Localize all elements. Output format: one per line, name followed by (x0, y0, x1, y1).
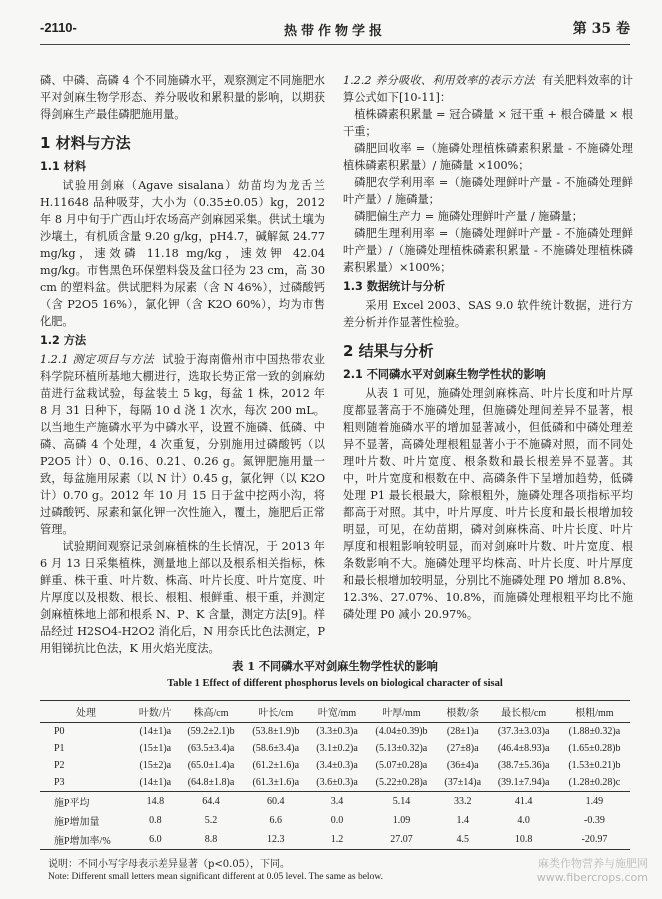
table-cell: (1.28±0.28)c (568, 777, 621, 788)
volume-label: 第 35 卷 (572, 21, 630, 37)
formula-partial-productivity: 磷肥偏生产力 = 施磷处理鲜叶产量 / 施磷量； (354, 210, 583, 223)
watermark-line-1: 麻类作物营养与施肥网 (538, 857, 648, 870)
formula-accumulation: 植株磷素积累量 = 冠合磷量 × 冠干重 + 根合磷量 × 根干重； (343, 108, 633, 138)
table-cell: 12.3 (243, 830, 308, 850)
table-summary-row (40, 830, 630, 850)
page-header (40, 18, 630, 40)
table-cell: (63.5±3.4)a (187, 743, 235, 754)
table-cell: 27.07 (366, 830, 437, 850)
subsection-heading-1-2-1: 1.2.1 测定项目与方法 (40, 353, 155, 366)
table-header-cell: 叶数/片 (132, 701, 179, 723)
table-summary-row (40, 811, 630, 830)
table-cell: 0.0 (330, 815, 344, 826)
table-cell: (1.88±0.32)a (568, 726, 621, 737)
table-cell: P3 (54, 777, 65, 788)
table-note-en: Note: Different small letters mean significant different at 0.05 level. The same as below. (48, 872, 383, 882)
table-cell: (59.2±2.1)b (187, 726, 235, 737)
subsection-heading-2-1: 2.1 不同磷水平对剑麻生物学性状的影响 (343, 368, 546, 381)
table-cell: 5.14 (366, 792, 437, 812)
table-cell: 8.8 (179, 830, 244, 850)
table-cell: 33.2 (437, 792, 488, 812)
table-cell: (58.6±3.4)a (252, 743, 300, 754)
table-cell: (64.8±1.8)a (187, 777, 235, 788)
table-cell: 施P平均 (40, 792, 132, 812)
table-cell: 1.2 (308, 830, 366, 850)
table-cell: (4.04±0.39)b (375, 726, 428, 737)
table-cell: 3.4 (308, 792, 366, 812)
table-cell: P2 (54, 760, 65, 771)
table-cell: 6.6 (269, 815, 283, 826)
left-column (40, 72, 325, 657)
table-cell: (37±14)a (444, 777, 482, 788)
intro-paragraph: 磷、中磷、高磷 4 个不同施磷水平，观察测定不同施肥水平对剑麻生物学形态、养分吸收和累积量的影响，以期获得剑麻生产最佳磷肥施用量。 (40, 74, 325, 121)
table-cell: 1.4 (456, 815, 469, 826)
table-cell: 4.5 (437, 830, 488, 850)
table-cell: 10.8 (488, 830, 558, 850)
table-row (40, 774, 630, 792)
table-row (40, 740, 630, 757)
table-row (40, 757, 630, 774)
table-cell: 施P增加率/% (40, 830, 132, 850)
table-cell: (46.4±8.93)a (497, 743, 550, 754)
table-header-cell: 叶厚/mm (366, 701, 437, 723)
watermark-line-2: www.fibercrops.com (536, 871, 648, 884)
table-cell: (15±2)a (139, 760, 172, 771)
table-row (40, 723, 630, 741)
table-header-cell: 根数/条 (437, 701, 488, 723)
table-cell: (3.3±0.3)a (316, 726, 358, 737)
section-heading-1: 1 材料与方法 (40, 134, 131, 152)
table-cell: 1.49 (559, 792, 630, 812)
section-heading-2: 2 结果与分析 (343, 342, 434, 360)
table-cell: 60.4 (243, 792, 308, 812)
table-header-cell: 株高/cm (179, 701, 244, 723)
table-cell: (39.1±7.94)a (497, 777, 550, 788)
table-header-cell: 叶宽/mm (308, 701, 366, 723)
table-cell: 64.4 (179, 792, 244, 812)
statistics-paragraph: 采用 Excel 2003、SAS 9.0 软件统计数据，进行方差分析并作显著性检验。 (343, 299, 633, 329)
table-caption-en: Table 1 Effect of different phosphorus levels on biological character of sisal (167, 678, 503, 689)
table-cell: (36±4)a (446, 760, 479, 771)
subsection-heading-1-2-2: 1.2.2 养分吸收、利用效率的表示方法 (343, 74, 535, 87)
materials-paragraph: 试验用剑麻（Agave sisalana）幼苗均为龙舌兰 H.11648 品种吸芽，大小为（0.35±0.05）kg，2012 年 8 月中旬于广西山圩农场高产剑麻园采集。供试土壤为沙壤土，有机质含量 9.20 g/kg，pH4.7，碱解氮 24.77 mg/kg，速效磷 11.18 mg/kg，速效钾 42.04 mg/kg。市售黑色环保塑料袋及盆口径为 23 cm，高 30 cm 的塑料盆。供试肥料为尿素（含 N 46%），过磷酸钙（含 P2O5 16%），氯化钾（含 K2O 60%），均为市售化肥。 (40, 179, 325, 328)
table-cell: (1.53±0.21)b (568, 760, 621, 771)
table-header-cell: 处理 (40, 701, 132, 723)
journal-title: 热带作物学报 (283, 24, 386, 39)
formula-agronomic: 磷肥农学利用率 =（施磷处理鲜叶产量 - 不施磷处理鲜叶产量）/ 施磷量； (343, 176, 633, 206)
table-cell: 41.4 (488, 792, 558, 812)
table-cell: (65.0±1.4)a (187, 760, 235, 771)
table-cell: (3.4±0.3)a (316, 760, 358, 771)
table-cell: (15±1)a (139, 743, 172, 754)
table-cell: (61.2±1.6)a (252, 760, 300, 771)
table-cell: (14±1)a (139, 726, 172, 737)
results-table (40, 700, 630, 850)
table-header-cell: 最长根/cm (488, 701, 558, 723)
subsection-heading-1-1: 1.1 材料 (40, 160, 87, 173)
table-cell: -20.97 (559, 830, 630, 850)
header-rule (40, 44, 630, 45)
methods-paragraph-a: 试验于海南儋州市中国热带农业科学院环植所基地大棚进行，选取长势正常一致的剑麻幼苗进行盆栽试验，每盆装土 5 kg，每盆 1 株，2012 年 8 月 31 日种下，每隔 10 d 浇 1 次水，每次 200 mL。以当地生产施磷水平为中磷水平，设置不施磷、低磷、中磷、高磷 4 个处理，4 次重复，分别施用过磷酸钙（以 P2O5 计）0、0.16、0.21、0.26 g。氮钾肥施用量一致，每盆施用尿素（以 N 计）0.45 g，氯化钾（以 K2O 计）0.70 g。2012 年 10 月 15 日于盆中挖两小沟，将过磷酸钙、尿素和氯化钾一次性施入，覆土，施肥后正常管理。 (40, 353, 325, 536)
table-note-cn: 说明：不同小写字母表示差异显著（p<0.05），下同。 (48, 859, 291, 870)
table-cell: (28±1)a (446, 726, 479, 737)
watermark (537, 857, 648, 885)
table-header-cell: 根粗/mm (559, 701, 630, 723)
formula-intro: 有关肥料效率的计算公式如下[10-11]： (343, 74, 633, 104)
formula-physiological: 磷肥生理利用率 =（施磷处理鲜叶产量 - 不施磷处理鲜叶产量）/（施磷处理植株磷素积累量 - 不施磷处理植株磷素积累量）×100%； (343, 227, 633, 274)
subsection-heading-1-2: 1.2 方法 (40, 334, 87, 347)
table-cell: (61.3±1.6)a (252, 777, 300, 788)
table-cell: P1 (54, 743, 65, 754)
table-cell: 5.2 (204, 815, 218, 826)
table-cell: (14±1)a (139, 777, 172, 788)
table-header-cell: 叶长/cm (243, 701, 308, 723)
table-cell: (5.07±0.28)a (375, 760, 428, 771)
table-cell: (38.7±5.36)a (497, 760, 550, 771)
table-cell: (3.6±0.3)a (316, 777, 358, 788)
table-cell: 1.09 (392, 815, 411, 826)
table-cell: (27±8)a (446, 743, 479, 754)
table-cell: 6.0 (132, 830, 179, 850)
table-cell: 0.8 (149, 815, 162, 826)
table-cell: 4.0 (517, 815, 530, 826)
table-cell: 施P增加量 (54, 817, 100, 828)
page-number: -2110- (40, 20, 77, 35)
right-column (343, 72, 633, 623)
table-cell: (1.65±0.28)b (568, 743, 621, 754)
methods-paragraph-b: 试验期间观察记录剑麻植株的生长情况，于 2013 年 6 月 13 日采集植株，测量地上部以及根系相关指标，株鲜重、株干重、叶片数、株高、叶片长度、叶片宽度、叶片厚度以及根数、根长、根粗、根鲜重、根干重，并测定剑麻植株地上部和根系 N、P、K 含量，测定方法[9]。样品经过 H2SO4-H2O2 消化后，N 用奈氏比色法测定，P 用钼锑抗比色法，K 用火焰光度法。 (40, 540, 325, 655)
table-cell: -0.39 (583, 815, 605, 826)
table-cell: P0 (54, 726, 65, 737)
table-cell: (5.13±0.32)a (375, 743, 428, 754)
subsection-heading-1-3: 1.3 数据统计与分析 (343, 280, 446, 293)
table-cell: (3.1±0.2)a (316, 743, 358, 754)
table-caption-cn: 表 1 不同磷水平对剑麻生物学性状的影响 (232, 659, 438, 673)
formula-recovery: 磷肥回收率 =（施磷处理植株磷素积累量 - 不施磷处理植株磷素积累量）/ 施磷量 ×100%； (343, 142, 633, 172)
table-summary-row (40, 792, 630, 812)
results-paragraph: 从表 1 可见，施磷处理剑麻株高、叶片长度和叶片厚度都显著高于不施磷处理，但施磷处理间差异不显著，根粗则随着施磷水平的增加显著减小，但低磷和中磷处理差异不显著，高磷处理根粗显著小于不施磷对照，而不同处理叶片数、叶片宽度、根条数和最长根差异不显著。其中，叶片宽度和根数在中、高磷条件下呈增加趋势，低磷处理 P1 最长根最大，除根粗外，施磷处理各项指标平均都高于对照。其中，叶片厚度、叶片长度和最长根增加较明显，可见，在幼苗期，磷对剑麻株高、叶片长度、叶片厚度和根粗影响较明显，而对剑麻叶片数、叶片宽度、根条数影响不大。施磷处理平均株高、叶片长度、叶片厚度和最长根增加较明显，分别比不施磷处理 P0 增加 8.8%、12.3%、27.07%、10.8%，而施磷处理根粗平均比不施磷处理 P0 减小 20.97%。 (343, 387, 633, 621)
table-cell: 14.8 (132, 792, 179, 812)
table-cell: (37.3±3.03)a (497, 726, 550, 737)
table-cell: (5.22±0.28)a (375, 777, 428, 788)
table-cell: (53.8±1.9)b (252, 726, 300, 737)
